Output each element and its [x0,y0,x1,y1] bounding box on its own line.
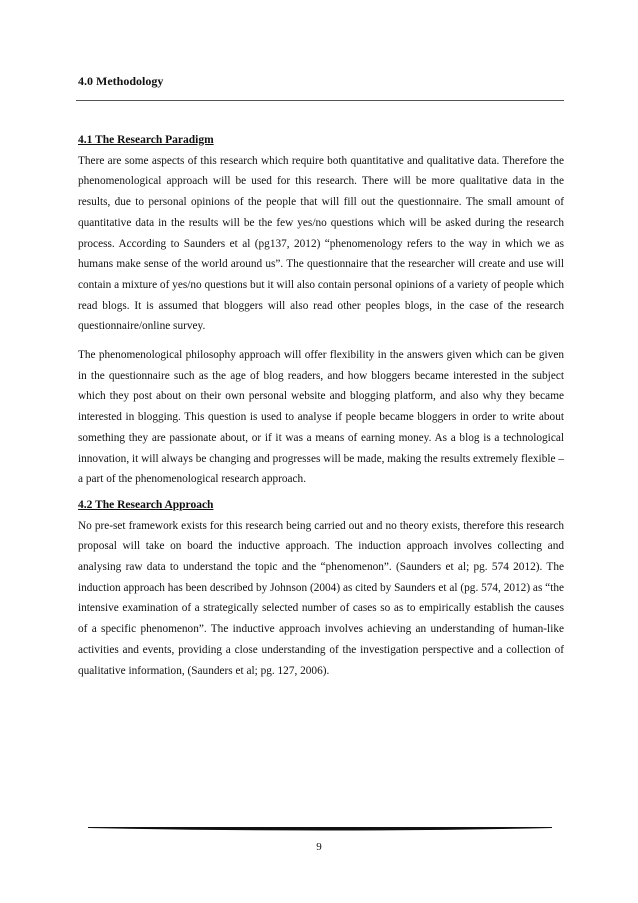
section-research-paradigm [78,130,564,490]
section-research-approach [78,495,564,681]
chapter-divider [76,100,564,101]
footer-divider [88,826,552,834]
paragraph: The phenomenological philosophy approach will offer flexibility in the answers given which can be given in the questionnaire such as the age of blog readers, and how bloggers became interested in the subject which they post about on their own personal website and blogging platform, and also why they became interested in blogging. This question is used to analyse if people became bloggers in order to write about something they are passionate about, or if it was a means of earning money. As a blog is a technological innovation, it will always be changing and progresses will be made, making the results extremely flexible – a part of the phenomenological research approach. [78,349,564,486]
chapter-title: 4.0 Methodology [78,74,164,88]
paragraph: There are some aspects of this research which require both quantitative and qualitative data. Therefore the phenomenological approach will be used for this research. There will be more qualitative data in the results, due to personal opinions of the people that will fill out the questionnaire. The small amount of quantitative data in the results will be the few yes/no questions which will be asked during the research process. According to Saunders et al (pg137, 2012) “phenomenology refers to the way in which we as humans make sense of the world around us”. The questionnaire that the researcher will create and use will contain a mixture of yes/no questions but it will also contain personal opinions of a variety of people which read blogs. It is assumed that bloggers will also read other peoples blogs, in the case of the research questionnaire/online survey. [78,154,564,333]
section-heading: 4.1 The Research Paradigm [78,134,214,146]
section-heading: 4.2 The Research Approach [78,498,214,511]
paragraph: No pre-set framework exists for this research being carried out and no theory exists, therefore this research proposal will take on board the inductive approach. The induction approach involves collecting and analysing raw data to understand the topic and the “phenomenon”. (Saunders et al; pg. 574 2012). The induction approach has been described by Johnson (2004) as cited by Saunders et al (pg. 574, 2012) as “the intensive examination of a strategically selected number of cases so as to empirically establish the causes of a specific phenomenon”. The inductive approach involves achieving an understanding of human-like activities and events, providing a close understanding of the investigation perspective and a collection of qualitative information, (Saunders et al; pg. 127, 2006). [78,519,564,677]
page-content [78,130,564,681]
page-number: 9 [316,841,322,853]
